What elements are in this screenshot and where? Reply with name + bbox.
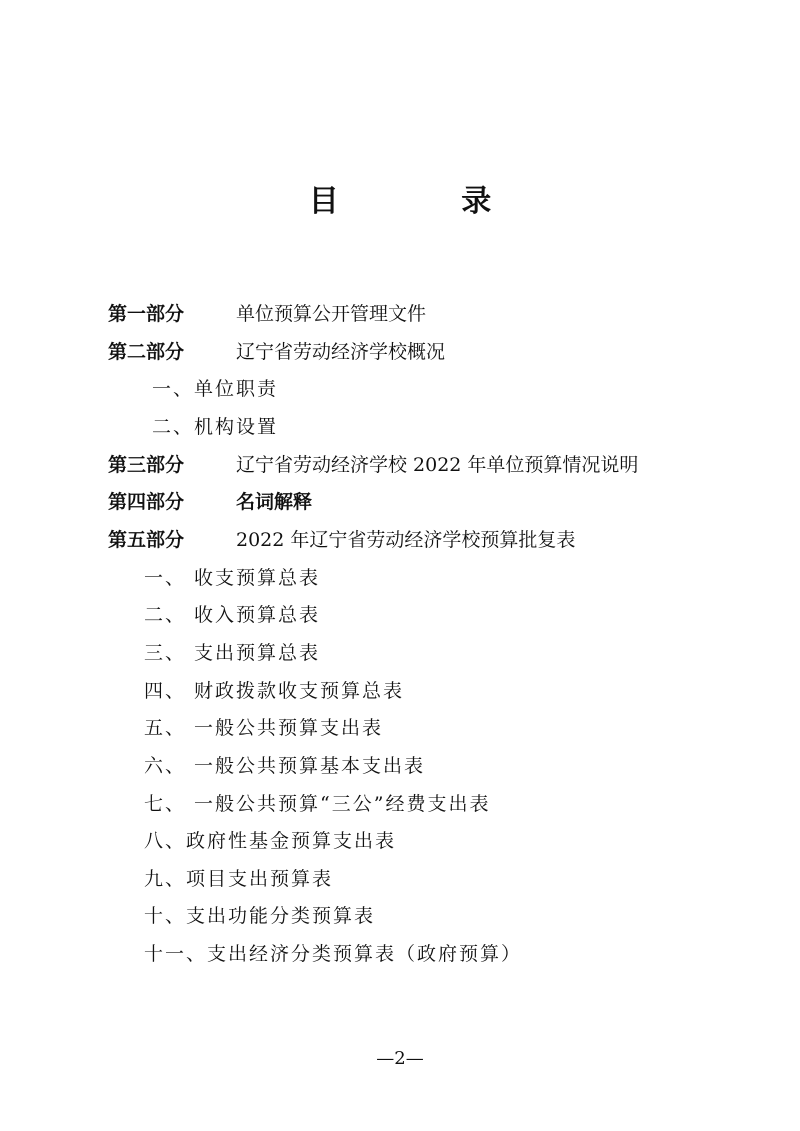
toc-item: 五、 一般公共预算支出表 bbox=[144, 717, 384, 739]
part-label: 第三部分 bbox=[108, 454, 185, 476]
toc-item: 九、项目支出预算表 bbox=[144, 868, 334, 890]
toc-item: 七、 一般公共预算“三公”经费支出表 bbox=[144, 793, 491, 815]
toc-item: 八、政府性基金预算支出表 bbox=[144, 830, 397, 852]
toc-item: 二、机构设置 bbox=[152, 416, 279, 438]
part-title: 辽宁省劳动经济学校概况 bbox=[236, 341, 446, 363]
part-label: 第一部分 bbox=[108, 303, 185, 325]
document-title: 目 录 bbox=[308, 184, 548, 219]
page-number: —2— bbox=[376, 1048, 424, 1069]
toc-item: 二、 收入预算总表 bbox=[144, 604, 321, 626]
part-label: 第四部分 bbox=[108, 491, 185, 513]
toc-item: 一、单位职责 bbox=[152, 378, 279, 400]
part-title: 单位预算公开管理文件 bbox=[236, 303, 427, 325]
toc-item: 四、 财政拨款收支预算总表 bbox=[144, 680, 405, 702]
part-title: 辽宁省劳动经济学校 2022 年单位预算情况说明 bbox=[236, 454, 639, 476]
toc-item: 三、 支出预算总表 bbox=[144, 642, 321, 664]
toc-item: 十、支出功能分类预算表 bbox=[144, 905, 376, 927]
part-title: 2022 年辽宁省劳动经济学校预算批复表 bbox=[236, 529, 576, 551]
part-title: 名词解释 bbox=[236, 491, 313, 513]
part-label: 第二部分 bbox=[108, 341, 185, 363]
toc-item: 一、 收支预算总表 bbox=[144, 567, 321, 589]
toc-item: 十一、支出经济分类预算表（政府预算） bbox=[144, 943, 523, 965]
part-label: 第五部分 bbox=[108, 529, 185, 551]
toc-item: 六、 一般公共预算基本支出表 bbox=[144, 755, 426, 777]
